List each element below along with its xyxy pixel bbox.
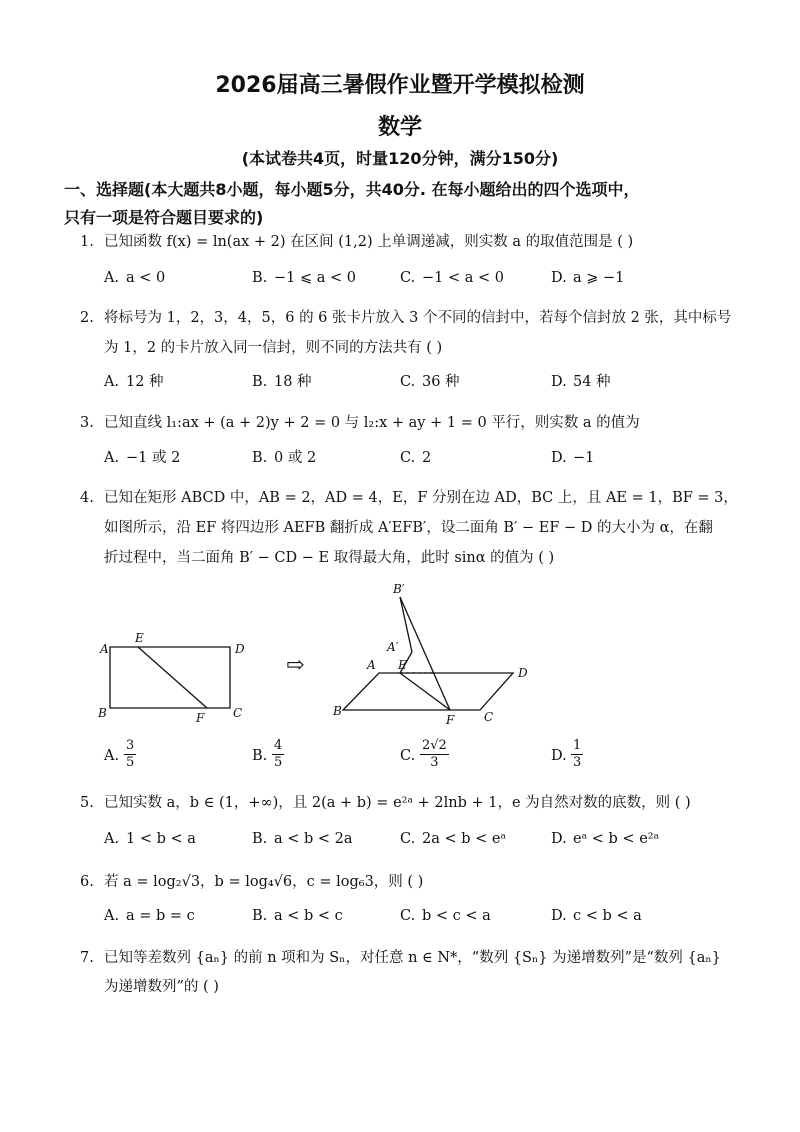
option-label: C. xyxy=(400,270,416,286)
segment-ef xyxy=(138,647,207,708)
option-label: A. xyxy=(104,270,120,286)
fraction-denominator: 5 xyxy=(274,755,283,770)
option-text: a < b < c xyxy=(274,908,343,924)
option-label: B. xyxy=(252,374,268,390)
option-text: 1 < b < a xyxy=(126,831,196,847)
option-fraction xyxy=(571,738,583,771)
option-text: 2 xyxy=(422,450,432,466)
option-label: B. xyxy=(252,748,268,764)
question-text: 如图所示，沿 EF 将四边形 AEFB 翻折成 A′EFB′，设二面角 B′ − EF − D 的大小为 α，在翻 xyxy=(104,520,713,536)
option-text: 54 种 xyxy=(573,374,611,390)
option-text: a ⩾ −1 xyxy=(573,270,625,286)
exam-title: 2026届高三暑假作业暨开学模拟检测 xyxy=(215,73,585,98)
label-d2: D xyxy=(518,666,528,680)
option-label: A. xyxy=(104,748,120,764)
option-text: a = b = c xyxy=(126,908,195,924)
subject-title: 数学 xyxy=(377,115,422,140)
option-text: −1 或 2 xyxy=(126,450,181,466)
edge-b-prime-a-prime xyxy=(400,597,412,652)
question-number: 5. xyxy=(80,795,94,811)
question-number: 7. xyxy=(80,950,94,966)
option-text: b < c < a xyxy=(422,908,491,924)
option-text: −1 ⩽ a < 0 xyxy=(274,270,356,286)
question-text: 已知实数 a，b ∈ (1，+∞)，且 2(a + b) = e²ᵃ + 2lnb + 1，e 为自然对数的底数，则 ( ) xyxy=(104,795,691,811)
edge-b-prime-f xyxy=(400,597,450,710)
question-text: 已知函数 f(x) = ln(ax + 2) 在区间 (1,2) 上单调递减，则实数 a 的取值范围是 ( ) xyxy=(104,234,634,250)
base-parallelogram xyxy=(343,673,513,710)
label-b2: B xyxy=(333,704,342,718)
option-label: B. xyxy=(252,908,268,924)
label-f: F xyxy=(196,711,205,725)
fraction-numerator: 1 xyxy=(573,738,582,753)
option-label: C. xyxy=(400,908,416,924)
option-label: D. xyxy=(551,831,567,847)
question-number: 2. xyxy=(80,310,94,326)
fraction-denominator: 3 xyxy=(573,755,582,770)
option-text: −1 xyxy=(573,450,595,466)
label-d: D xyxy=(235,642,245,656)
exam-info: (本试卷共4页，时量120分钟，满分150分) xyxy=(241,149,559,168)
option-label: C. xyxy=(400,450,416,466)
option-label: B. xyxy=(252,450,268,466)
option-fraction xyxy=(272,738,284,771)
label-b-prime: B′ xyxy=(393,582,405,596)
arrow-icon: ⇨ xyxy=(286,653,305,678)
option-fraction xyxy=(420,738,449,771)
question-text: 为 1，2 的卡片放入同一信封，则不同的方法共有 ( ) xyxy=(104,340,443,356)
fraction-numerator: 2√2 xyxy=(422,738,447,753)
option-label: D. xyxy=(551,748,567,764)
question-text: 若 a = log₂√3，b = log₄√6，c = log₆3，则 ( ) xyxy=(104,874,424,890)
fraction-denominator: 5 xyxy=(126,755,135,770)
fraction-numerator: 3 xyxy=(126,738,135,753)
option-label: B. xyxy=(252,831,268,847)
fraction-denominator: 3 xyxy=(430,755,439,770)
question-number: 1. xyxy=(80,234,94,250)
question-text: 为递增数列”的 ( ) xyxy=(104,979,219,995)
option-label: A. xyxy=(104,831,120,847)
question-text: 已知等差数列 {aₙ} 的前 n 项和为 Sₙ，对任意 n ∈ N*，“数列 {Sₙ} 为递增数列”是“数列 {aₙ} xyxy=(104,950,721,966)
label-e: E xyxy=(135,631,144,645)
option-text: a < 0 xyxy=(126,270,166,286)
rectangle-abcd xyxy=(110,647,230,708)
label-c: C xyxy=(233,706,243,720)
label-f2: F xyxy=(446,713,455,727)
option-text: 0 或 2 xyxy=(274,450,317,466)
option-label: B. xyxy=(252,270,268,286)
label-a-prime: A′ xyxy=(387,640,399,654)
label-a2: A xyxy=(367,658,376,672)
question-text: 折过程中，当二面角 B′ − CD − E 取得最大角，此时 sinα 的值为 ( ) xyxy=(104,550,555,566)
geometry-figure xyxy=(90,575,560,735)
option-text: 2a < b < eᵃ xyxy=(422,831,507,847)
option-label: A. xyxy=(104,374,120,390)
label-c2: C xyxy=(484,710,494,724)
option-label: A. xyxy=(104,450,120,466)
option-label: C. xyxy=(400,748,416,764)
section-heading xyxy=(64,176,744,232)
option-text: 12 种 xyxy=(126,374,164,390)
option-text: a < b < 2a xyxy=(274,831,353,847)
question-text: 已知在矩形 ABCD 中，AB = 2，AD = 4，E，F 分别在边 AD，BC 上，且 AE = 1，BF = 3， xyxy=(104,490,738,506)
question-text: 已知直线 l₁:ax + (a + 2)y + 2 = 0 与 l₂:x + ay + 1 = 0 平行，则实数 a 的值为 xyxy=(104,415,640,431)
option-fraction xyxy=(124,738,136,771)
section-heading-line2: 只有一项是符合题目要求的) xyxy=(64,208,264,227)
label-e2: E xyxy=(398,658,407,672)
option-label: D. xyxy=(551,908,567,924)
question-number: 4. xyxy=(80,490,94,506)
label-a: A xyxy=(100,642,109,656)
option-text: 36 种 xyxy=(422,374,460,390)
label-b: B xyxy=(98,706,107,720)
option-label: D. xyxy=(551,374,567,390)
option-label: C. xyxy=(400,374,416,390)
option-label: D. xyxy=(551,270,567,286)
option-text: eᵃ < b < e²ᵃ xyxy=(573,831,660,847)
option-label: A. xyxy=(104,908,120,924)
option-label: C. xyxy=(400,831,416,847)
option-text: c < b < a xyxy=(573,908,642,924)
option-text: −1 < a < 0 xyxy=(422,270,504,286)
option-label: D. xyxy=(551,450,567,466)
option-text: 18 种 xyxy=(274,374,312,390)
question-number: 3. xyxy=(80,415,94,431)
question-text: 将标号为 1，2，3，4，5，6 的 6 张卡片放入 3 个不同的信封中，若每个信封放 2 张，其中标号 xyxy=(104,310,732,326)
section-heading-line1: 一、选择题(本大题共8小题，每小题5分，共40分. 在每小题给出的四个选项中， xyxy=(64,180,640,199)
fraction-numerator: 4 xyxy=(274,738,283,753)
question-number: 6. xyxy=(80,874,94,890)
